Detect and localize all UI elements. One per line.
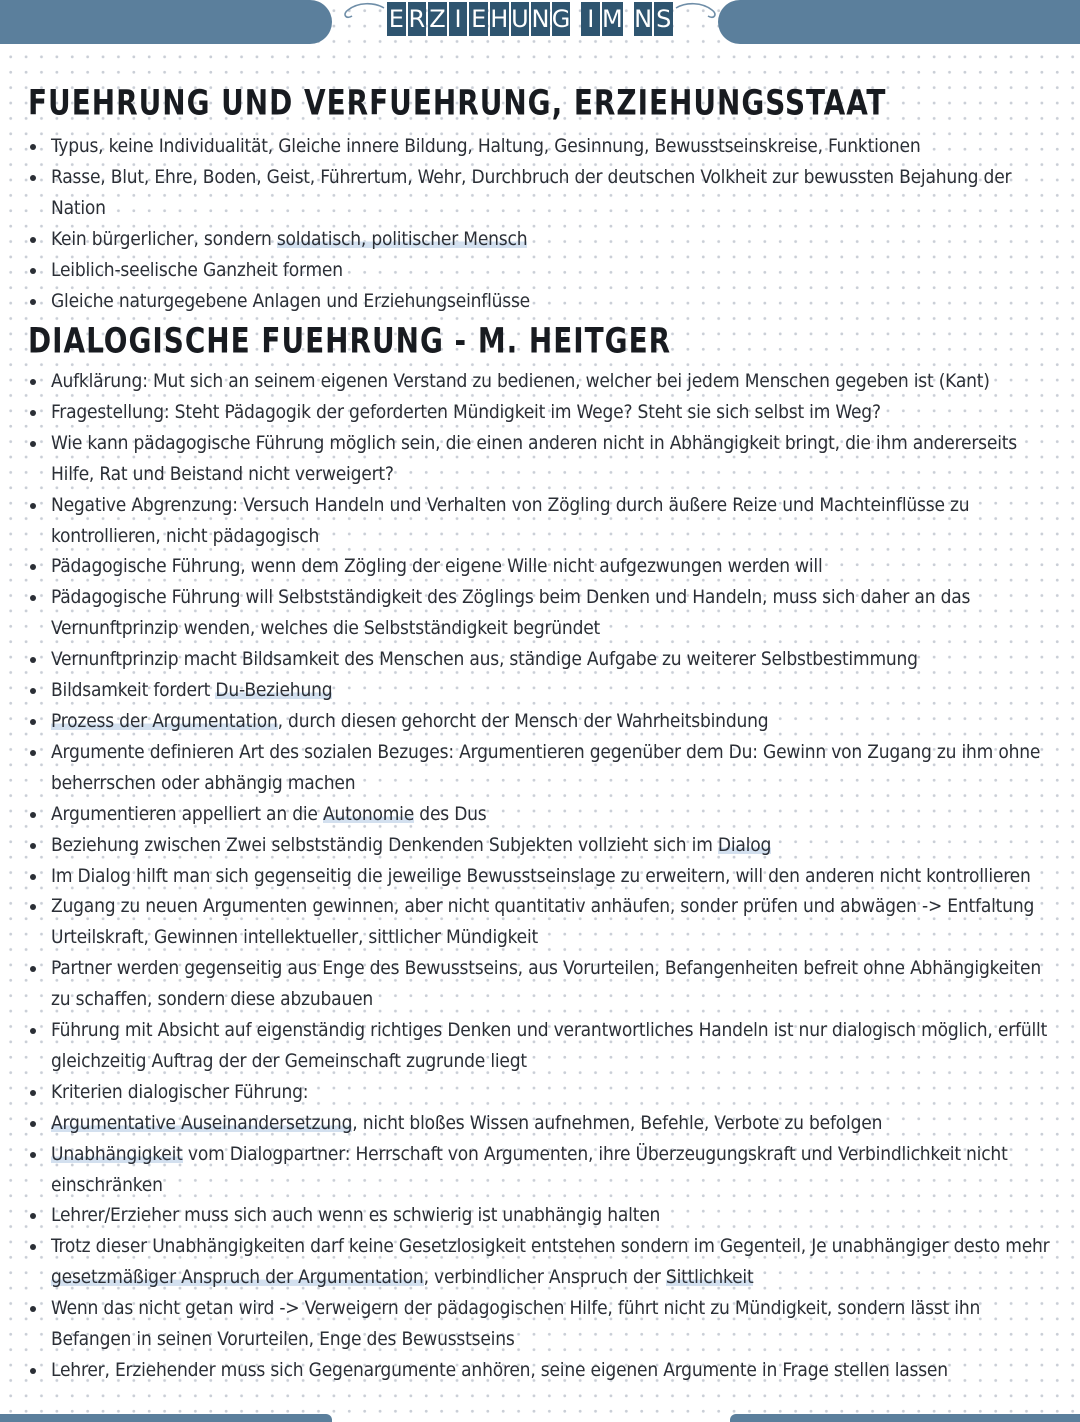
bullet-list-fuehrung — [28, 131, 1058, 316]
item-text: Argumentieren appelliert an die — [51, 802, 323, 825]
item-text: Pädagogische Führung will Selbstständigkeit des Zöglings beim Denken und Handeln, muss sich daher an das Vernunftprinzip wenden, welches die Selbstständigkeit begründet — [51, 586, 971, 640]
item-text: Beziehung zwischen Zwei selbstständig Denkenden Subjekten vollzieht sich im — [51, 833, 718, 856]
title-letters — [387, 2, 673, 36]
item-text: Wenn das nicht getan wird -> Verweigern der pädagogischen Hilfe, führt nicht zu Mündigkeit, sondern lässt ihn Befangen in seinen Vorurteilen, Enge des Bewusstseins — [51, 1297, 981, 1351]
list-item — [28, 675, 1058, 706]
list-item — [28, 1108, 1058, 1139]
header-banner-right — [718, 0, 1080, 44]
title-letter — [572, 2, 579, 36]
header-banner-left — [0, 0, 332, 44]
footer-bar-right — [730, 1414, 1080, 1422]
list-item — [28, 891, 1058, 953]
title-letter: H — [490, 2, 509, 36]
item-text: Zugang zu neuen Argumenten gewinnen, aber nicht quantitativ anhäufen, sonder prüfen und abwägen -> Entfaltung Urteilskraft, Gewinnen intellektueller, sittlicher Mündigkeit — [51, 895, 1035, 949]
bullet-list-dialogische-fuehrung — [28, 366, 1058, 1386]
item-text: , nicht bloßes Wissen aufnehmen, Befehle, Verbote zu befolgen — [352, 1111, 883, 1134]
item-text: Lehrer/Erzieher muss sich auch wenn es schwierig ist unabhängig halten — [51, 1204, 661, 1227]
highlighted-term: Du-Beziehung — [215, 679, 333, 702]
item-text: , durch diesen gehorcht der Mensch der Wahrheitsbindung — [277, 709, 769, 732]
title-letter: E — [387, 2, 406, 36]
list-item — [28, 131, 1058, 162]
item-text: Kein bürgerlicher, sondern — [51, 227, 277, 250]
title-letter: I — [449, 2, 468, 36]
title-letter: U — [511, 2, 530, 36]
list-item — [28, 1139, 1058, 1201]
list-item — [28, 737, 1058, 799]
item-text: Argumente definieren Art des sozialen Bezuges: Argumentieren gegenüber dem Du: Gewinn von Zugang zu ihm ohne beherrschen oder abhängig machen — [51, 740, 1041, 794]
item-text: des Dus — [414, 802, 487, 825]
list-item — [28, 644, 1058, 675]
item-text: Pädagogische Führung, wenn dem Zögling der eigene Wille nicht aufgezwungen werden will — [51, 555, 823, 578]
title-letter: R — [408, 2, 427, 36]
highlighted-term: Argumentative Auseinandersetzung — [51, 1111, 353, 1134]
highlighted-term: Dialog — [717, 833, 772, 856]
item-text: Kriterien dialogischer Führung: — [51, 1080, 309, 1103]
item-text: Fragestellung: Steht Pädagogik der geforderten Mündigkeit im Wege? Steht sie sich selbst im Weg? — [51, 400, 881, 423]
list-item — [28, 582, 1058, 644]
item-text: Lehrer, Erziehender muss sich Gegenargumente anhören, seine eigenen Argumente in Frage stellen lassen — [51, 1359, 948, 1381]
item-text: Bildsamkeit fordert — [51, 679, 216, 702]
item-text: Vernunftprinzip macht Bildsamkeit des Menschen aus, ständige Aufgabe zu weiterer Selbstbestimmung — [51, 648, 918, 671]
item-text: Aufklärung: Mut sich an seinem eigenen Verstand zu bedienen, welcher bei jedem Menschen gegeben ist (Kant) — [51, 370, 990, 392]
highlighted-term: Unabhängigkeit — [51, 1142, 183, 1165]
footer-bar-left — [0, 1414, 332, 1422]
item-text: vom Dialogpartner: Herrschaft von Argumenten, ihre Überzeugungskraft und Verbindlichkeit nicht einschränken — [51, 1142, 1008, 1196]
item-text: Partner werden gegenseitig aus Enge des Bewusstseins, aus Vorurteilen, Befangenheiten befreit ohne Abhängigkeiten zu schaffen, sondern diese abzubauen — [51, 957, 1041, 1011]
list-item — [28, 162, 1058, 224]
title-letter: I — [581, 2, 600, 36]
section-heading-fuehrung: FUEHRUNG UND VERFUEHRUNG, ERZIEHUNGSSTAAT — [28, 83, 887, 124]
item-text: Im Dialog hilft man sich gegenseitig die jeweilige Bewusstseinslage zu erweitern, will den anderen nicht kontrollieren — [51, 864, 1031, 887]
highlighted-term: soldatisch, politischer Mensch — [276, 227, 528, 250]
item-text: Rasse, Blut, Ehre, Boden, Geist, Führertum, Wehr, Durchbruch der deutschen Volkheit zur bewussten Bejahung der Nation — [51, 165, 1012, 219]
list-item — [28, 366, 1058, 397]
item-text: , verbindlicher Anspruch der — [423, 1266, 666, 1289]
list-item — [28, 953, 1058, 1015]
title-letter: M — [602, 2, 623, 36]
item-text: Führung mit Absicht auf eigenständig richtiges Denken und verantwortliches Handeln ist nur dialogisch möglich, erfüllt gleichzeitig Auftrag der der Gemeinschaft zugrunde liegt — [51, 1019, 1048, 1072]
list-item — [28, 1015, 1058, 1077]
title-letter: E — [469, 2, 488, 36]
title-letter: Z — [428, 2, 447, 36]
item-text: Gleiche naturgegebene Anlagen und Erziehungseinflüsse — [51, 289, 531, 312]
section-heading-dialogische-fuehrung: DIALOGISCHE FUEHRUNG - M. HEITGER — [28, 321, 672, 362]
list-item — [28, 286, 1058, 317]
title-letter: N — [634, 2, 653, 36]
right-swirl-ornament — [672, 0, 724, 26]
item-text: Leiblich-seelische Ganzheit formen — [51, 258, 343, 281]
list-item — [28, 830, 1058, 861]
item-text: Wie kann pädagogische Führung möglich sein, die einen anderen nicht in Abhängigkeit bringt, die ihm andererseits Hilfe, Rat und Beistand nicht verweigert? — [51, 431, 1017, 485]
item-text: Negative Abgrenzung: Versuch Handeln und Verhalten von Zögling durch äußere Reize und Machteinflüsse zu kontrollieren, nicht pädagogisch — [51, 493, 970, 547]
highlighted-term: Autonomie — [322, 802, 415, 825]
title-letter: N — [531, 2, 550, 36]
list-item — [28, 1355, 1058, 1386]
list-item — [28, 1077, 1058, 1108]
title-letter — [625, 2, 632, 36]
list-item — [28, 861, 1058, 892]
list-item — [28, 551, 1058, 582]
title-letter: G — [552, 2, 571, 36]
list-item — [28, 1293, 1058, 1355]
item-text: Typus, keine Individualität, Gleiche innere Bildung, Haltung, Gesinnung, Bewusstseinskreise, Funktionen — [51, 135, 921, 157]
left-swirl-ornament — [336, 0, 388, 26]
title-letter: S — [654, 2, 673, 36]
item-text: Trotz dieser Unabhängigkeiten darf keine Gesetzlosigkeit entstehen sondern im Gegenteil, Je unabhängiger desto mehr — [51, 1235, 1050, 1258]
list-item — [28, 224, 1058, 255]
list-item — [28, 799, 1058, 830]
list-item — [28, 706, 1058, 737]
list-item — [28, 397, 1058, 428]
list-item — [28, 1231, 1058, 1293]
highlighted-term: gesetzmäßiger Anspruch der Argumentation — [51, 1266, 424, 1289]
list-item — [28, 255, 1058, 286]
list-item — [28, 490, 1058, 552]
list-item — [28, 1200, 1058, 1231]
highlighted-term: Sittlichkeit — [665, 1266, 754, 1289]
page-title — [387, 2, 673, 46]
highlighted-term: Prozess der Argumentation — [51, 709, 278, 732]
list-item — [28, 428, 1058, 490]
